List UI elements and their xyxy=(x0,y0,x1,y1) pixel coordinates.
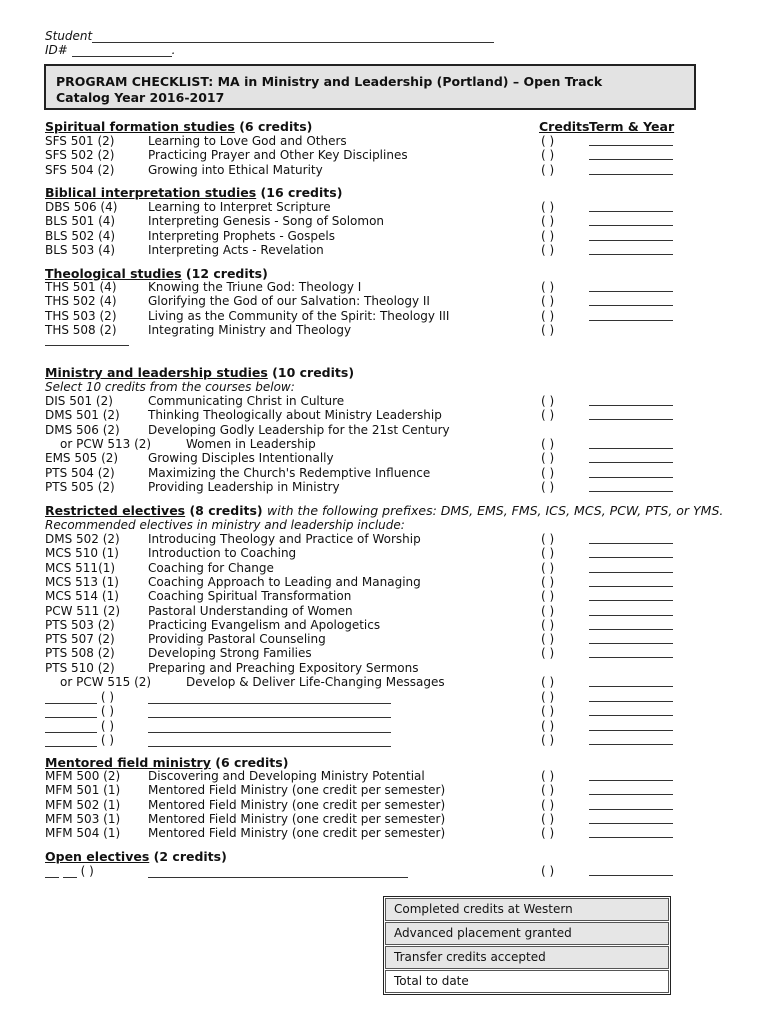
course-code: MFM 504 (1) xyxy=(45,826,121,841)
course-row xyxy=(45,589,725,603)
term-year-field[interactable] xyxy=(589,733,673,745)
course-row xyxy=(45,423,725,437)
course-row xyxy=(45,618,725,632)
credits-checkbox[interactable]: ( ) xyxy=(541,718,555,733)
course-code: THS 501 (4) xyxy=(45,280,117,294)
term-year-field[interactable] xyxy=(589,243,673,255)
totals-completed: Completed credits at Western xyxy=(385,898,669,921)
credits-checkbox[interactable]: ( ) xyxy=(541,479,555,494)
term-year-field[interactable] xyxy=(589,704,673,716)
credits-checkbox[interactable]: ( ) xyxy=(541,148,555,163)
course-title: Providing Pastoral Counseling xyxy=(148,632,326,647)
course-code: MCS 510 (1) xyxy=(45,546,119,561)
blank-elective-row[interactable] xyxy=(45,690,725,704)
theological-section-heading: Theological studies (12 credits) xyxy=(45,266,268,281)
course-code: MFM 502 (1) xyxy=(45,797,121,812)
course-row xyxy=(45,546,725,560)
credits-checkbox[interactable]: ( ) xyxy=(541,451,555,466)
credits-checkbox[interactable]: ( ) xyxy=(541,134,555,148)
credits-checkbox[interactable]: ( ) xyxy=(541,732,555,747)
course-code: DMS 502 (2) xyxy=(45,532,120,546)
course-code: PTS 504 (2) xyxy=(45,465,115,480)
term-year-field[interactable] xyxy=(589,783,673,795)
term-year-field[interactable] xyxy=(589,675,673,687)
term-year-field[interactable] xyxy=(589,408,673,420)
term-year-field[interactable] xyxy=(589,229,673,241)
course-title: Communicating Christ in Culture xyxy=(148,394,345,408)
course-title: Mentored Field Ministry (one credit per semester) xyxy=(148,811,446,826)
program-banner xyxy=(44,64,696,110)
course-code: THS 503 (2) xyxy=(45,308,117,323)
course-code: BLS 503 (4) xyxy=(45,242,116,257)
credits-checkbox[interactable]: ( ) xyxy=(541,436,555,451)
course-title: Introducing Theology and Practice of Worship xyxy=(148,532,421,546)
credits-checkbox[interactable]: ( ) xyxy=(541,465,555,480)
spiritual-section-heading: Spiritual formation studies (6 credits) xyxy=(45,119,313,134)
restricted-section-heading: Restricted electives (8 credits) with the following prefixes: DMS, EMS, FMS, ICS, MCS, PCW, PTS, or YMS. xyxy=(45,503,724,518)
credits-checkbox[interactable]: ( ) xyxy=(541,617,555,632)
course-title: Preparing and Preaching Expository Sermons xyxy=(148,660,419,675)
term-year-field[interactable] xyxy=(589,134,673,146)
credits-checkbox[interactable]: ( ) xyxy=(541,162,555,177)
course-title: Practicing Prayer and Other Key Disciplines xyxy=(148,148,408,163)
term-year-field[interactable] xyxy=(589,798,673,810)
course-title: Thinking Theologically about Ministry Leadership xyxy=(148,408,442,423)
banner-title: PROGRAM CHECKLIST: MA in Ministry and Leadership (Portland) – Open Track xyxy=(56,74,603,89)
course-code: PCW 511 (2) xyxy=(45,603,121,618)
term-year-field[interactable] xyxy=(589,394,673,406)
course-row xyxy=(45,229,725,243)
term-year-field[interactable] xyxy=(589,589,673,601)
course-code: PTS 505 (2) xyxy=(45,479,115,494)
course-row xyxy=(45,394,725,408)
course-code: PTS 510 (2) xyxy=(45,660,115,675)
course-title: Coaching for Change xyxy=(148,560,274,575)
credits-checkbox[interactable]: ( ) xyxy=(541,242,555,257)
course-code: MCS 513 (1) xyxy=(45,574,119,589)
course-code: THS 508 (2) xyxy=(45,322,117,337)
course-row xyxy=(45,294,725,308)
course-row xyxy=(45,134,725,148)
totals-transfer: Transfer credits accepted xyxy=(385,946,669,969)
term-year-field[interactable] xyxy=(589,451,673,463)
totals-total: Total to date xyxy=(385,970,669,993)
course-title: Interpreting Prophets - Gospels xyxy=(148,228,335,243)
credits-checkbox[interactable]: ( ) xyxy=(541,826,555,841)
course-row xyxy=(45,798,725,812)
course-code: THS 502 (4) xyxy=(45,294,117,309)
id-field[interactable]: ID# . xyxy=(45,43,176,57)
totals-box xyxy=(383,896,671,995)
course-code: DMS 501 (2) xyxy=(45,408,120,423)
id-label: ID# xyxy=(45,43,68,57)
credits-checkbox[interactable]: ( ) xyxy=(541,690,555,704)
course-title: Mentored Field Ministry (one credit per semester) xyxy=(148,797,446,812)
course-code: SFS 501 (2) xyxy=(45,134,115,148)
term-year-field[interactable] xyxy=(589,561,673,573)
credits-checkbox[interactable]: ( ) xyxy=(541,280,555,294)
biblical-section-heading: Biblical interpretation studies (16 credits) xyxy=(45,185,343,200)
term-year-field[interactable] xyxy=(589,632,673,644)
course-row xyxy=(45,561,725,575)
course-row xyxy=(45,451,725,465)
course-row xyxy=(45,812,725,826)
course-title: Mentored Field Ministry (one credit per semester) xyxy=(148,826,446,841)
course-code: MCS 511(1) xyxy=(45,560,116,575)
course-title: Interpreting Genesis - Song of Solomon xyxy=(148,214,385,229)
term-year-field[interactable] xyxy=(589,812,673,824)
term-year-field[interactable] xyxy=(589,294,673,306)
blank-code-field[interactable]: ( ) xyxy=(45,733,114,747)
ministry-instruction: Select 10 credits from the courses below: xyxy=(45,380,295,394)
credits-checkbox[interactable]: ( ) xyxy=(541,294,555,309)
credits-checkbox[interactable]: ( ) xyxy=(541,532,555,546)
course-row xyxy=(45,437,725,451)
course-title: Women in Leadership xyxy=(186,436,316,451)
course-row xyxy=(45,280,725,294)
credits-checkbox[interactable]: ( ) xyxy=(541,546,555,561)
course-title: Growing into Ethical Maturity xyxy=(148,162,323,177)
course-row xyxy=(45,243,725,257)
course-code: BLS 501 (4) xyxy=(45,214,116,229)
term-year-field[interactable] xyxy=(589,280,673,292)
blank-title-field[interactable] xyxy=(148,733,391,747)
credits-checkbox[interactable]: ( ) xyxy=(541,646,555,661)
term-year-field[interactable] xyxy=(589,575,673,587)
credits-checkbox[interactable]: ( ) xyxy=(541,632,555,647)
course-row xyxy=(45,214,725,228)
term-year-field[interactable] xyxy=(589,437,673,449)
credits-checkbox[interactable]: ( ) xyxy=(541,560,555,575)
course-row xyxy=(45,532,725,546)
course-row xyxy=(45,604,725,618)
open-elective-row[interactable]: ( ) ( ) xyxy=(45,864,725,878)
term-year-field[interactable] xyxy=(589,769,673,781)
course-code: MFM 501 (1) xyxy=(45,783,121,798)
course-code: DBS 506 (4) xyxy=(45,200,118,214)
term-year-field[interactable] xyxy=(589,532,673,544)
course-row xyxy=(45,148,725,162)
course-code: SFS 502 (2) xyxy=(45,148,115,163)
blank-code-field[interactable]: ( ) xyxy=(45,690,114,704)
course-code: DMS 506 (2) xyxy=(45,422,120,437)
term-year-field[interactable] xyxy=(589,719,673,731)
course-title: Glorifying the God of our Salvation: Theology II xyxy=(148,294,430,309)
course-row xyxy=(45,675,725,689)
credits-checkbox[interactable]: ( ) xyxy=(541,394,555,408)
credits-checkbox[interactable]: ( ) xyxy=(541,200,555,214)
totals-advanced: Advanced placement granted xyxy=(385,922,669,945)
course-code: MFM 503 (1) xyxy=(45,811,121,826)
course-code: PTS 507 (2) xyxy=(45,632,115,647)
credits-column-header: Credits xyxy=(539,119,590,134)
course-row xyxy=(45,309,725,323)
course-title: Integrating Ministry and Theology xyxy=(148,322,352,337)
course-row xyxy=(45,632,725,646)
open-section-heading: Open electives (2 credits) xyxy=(45,849,227,864)
course-code: PTS 508 (2) xyxy=(45,646,115,661)
course-title: Developing Godly Leadership for the 21st Century xyxy=(148,422,450,437)
credits-checkbox[interactable]: ( ) xyxy=(541,228,555,243)
course-row xyxy=(45,646,725,660)
course-title: Coaching Approach to Leading and Managing xyxy=(148,574,421,589)
course-title: Coaching Spiritual Transformation xyxy=(148,589,352,604)
term-year-field[interactable] xyxy=(589,546,673,558)
course-title: Maximizing the Church's Redemptive Influence xyxy=(148,465,431,480)
term-year-field[interactable] xyxy=(589,618,673,630)
course-row xyxy=(45,826,725,840)
course-title: Living as the Community of the Spirit: Theology III xyxy=(148,308,450,323)
student-label: Student xyxy=(45,29,93,43)
course-title: Practicing Evangelism and Apologetics xyxy=(148,617,381,632)
blank-title-field[interactable] xyxy=(148,690,391,704)
credits-checkbox[interactable]: ( ) xyxy=(541,704,555,719)
course-row xyxy=(45,200,725,214)
course-code: DIS 501 (2) xyxy=(45,394,113,408)
course-title: Developing Strong Families xyxy=(148,646,312,661)
credits-checkbox[interactable]: ( ) xyxy=(541,308,555,323)
blank-elective-row[interactable] xyxy=(45,733,725,747)
ministry-section-heading: Ministry and leadership studies (10 credits) xyxy=(45,365,355,380)
course-code: BLS 502 (4) xyxy=(45,228,116,243)
term-year-field[interactable] xyxy=(589,148,673,160)
theology-extra-blank[interactable] xyxy=(45,345,129,346)
credits-checkbox[interactable]: ( ) xyxy=(541,408,555,423)
course-row xyxy=(45,408,725,422)
term-year-field[interactable] xyxy=(589,690,673,702)
course-code: MFM 500 (2) xyxy=(45,769,121,783)
blank-elective-row[interactable] xyxy=(45,704,725,718)
course-title: Discovering and Developing Ministry Potential xyxy=(148,769,425,783)
course-title: Providing Leadership in Ministry xyxy=(148,479,340,494)
course-title: Introduction to Coaching xyxy=(148,546,297,561)
credits-checkbox[interactable]: ( ) xyxy=(541,214,555,229)
course-code: MCS 514 (1) xyxy=(45,589,119,604)
course-code: or PCW 513 (2) xyxy=(60,436,152,451)
course-code: or PCW 515 (2) xyxy=(60,675,152,689)
blank-title-field[interactable] xyxy=(148,704,391,718)
credits-checkbox[interactable]: ( ) xyxy=(541,574,555,589)
course-title: Growing Disciples Intentionally xyxy=(148,451,334,466)
course-code: PTS 503 (2) xyxy=(45,617,115,632)
course-row xyxy=(45,769,725,783)
course-row xyxy=(45,323,725,337)
credits-checkbox[interactable]: ( ) xyxy=(541,589,555,604)
course-title: Learning to Interpret Scripture xyxy=(148,200,331,214)
credits-checkbox[interactable]: ( ) xyxy=(541,675,555,689)
course-title: Interpreting Acts - Revelation xyxy=(148,242,324,257)
course-code: SFS 504 (2) xyxy=(45,162,115,177)
term-year-field[interactable] xyxy=(589,604,673,616)
course-row xyxy=(45,480,725,494)
blank-code-field[interactable]: ( ) xyxy=(45,719,114,733)
credits-checkbox[interactable]: ( ) xyxy=(541,322,555,337)
credits-checkbox[interactable]: ( ) xyxy=(541,783,555,798)
term-year-field[interactable] xyxy=(589,309,673,321)
credits-checkbox[interactable]: ( ) xyxy=(541,797,555,812)
course-title: Develop & Deliver Life-Changing Messages xyxy=(186,675,445,689)
course-title: Pastoral Understanding of Women xyxy=(148,603,353,618)
term-year-field[interactable] xyxy=(589,826,673,838)
course-row xyxy=(45,661,725,675)
term-column-header: Term & Year xyxy=(589,119,675,134)
course-row xyxy=(45,466,725,480)
course-row xyxy=(45,575,725,589)
course-title: Knowing the Triune God: Theology I xyxy=(148,280,362,294)
course-title: Learning to Love God and Others xyxy=(148,134,347,148)
mentored-section-heading: Mentored field ministry (6 credits) xyxy=(45,755,289,770)
course-row xyxy=(45,783,725,797)
credits-checkbox[interactable]: ( ) xyxy=(541,769,555,783)
student-field[interactable] xyxy=(45,29,494,43)
restricted-instruction: Recommended electives in ministry and leadership include: xyxy=(45,518,405,532)
banner-catalog-year: Catalog Year 2016-2017 xyxy=(56,90,225,105)
blank-code-field[interactable]: ( ) xyxy=(45,704,114,718)
credits-checkbox[interactable]: ( ) xyxy=(541,811,555,826)
term-year-field[interactable] xyxy=(589,163,673,175)
course-code: EMS 505 (2) xyxy=(45,451,119,466)
term-year-field[interactable] xyxy=(589,200,673,212)
term-year-field[interactable] xyxy=(589,646,673,658)
course-row xyxy=(45,163,725,177)
term-year-field[interactable] xyxy=(589,466,673,478)
course-title: Mentored Field Ministry (one credit per semester) xyxy=(148,783,446,798)
term-year-field[interactable] xyxy=(589,480,673,492)
blank-title-field[interactable] xyxy=(148,719,391,733)
term-year-field[interactable] xyxy=(589,214,673,226)
blank-elective-row[interactable] xyxy=(45,719,725,733)
credits-checkbox[interactable]: ( ) xyxy=(541,603,555,618)
